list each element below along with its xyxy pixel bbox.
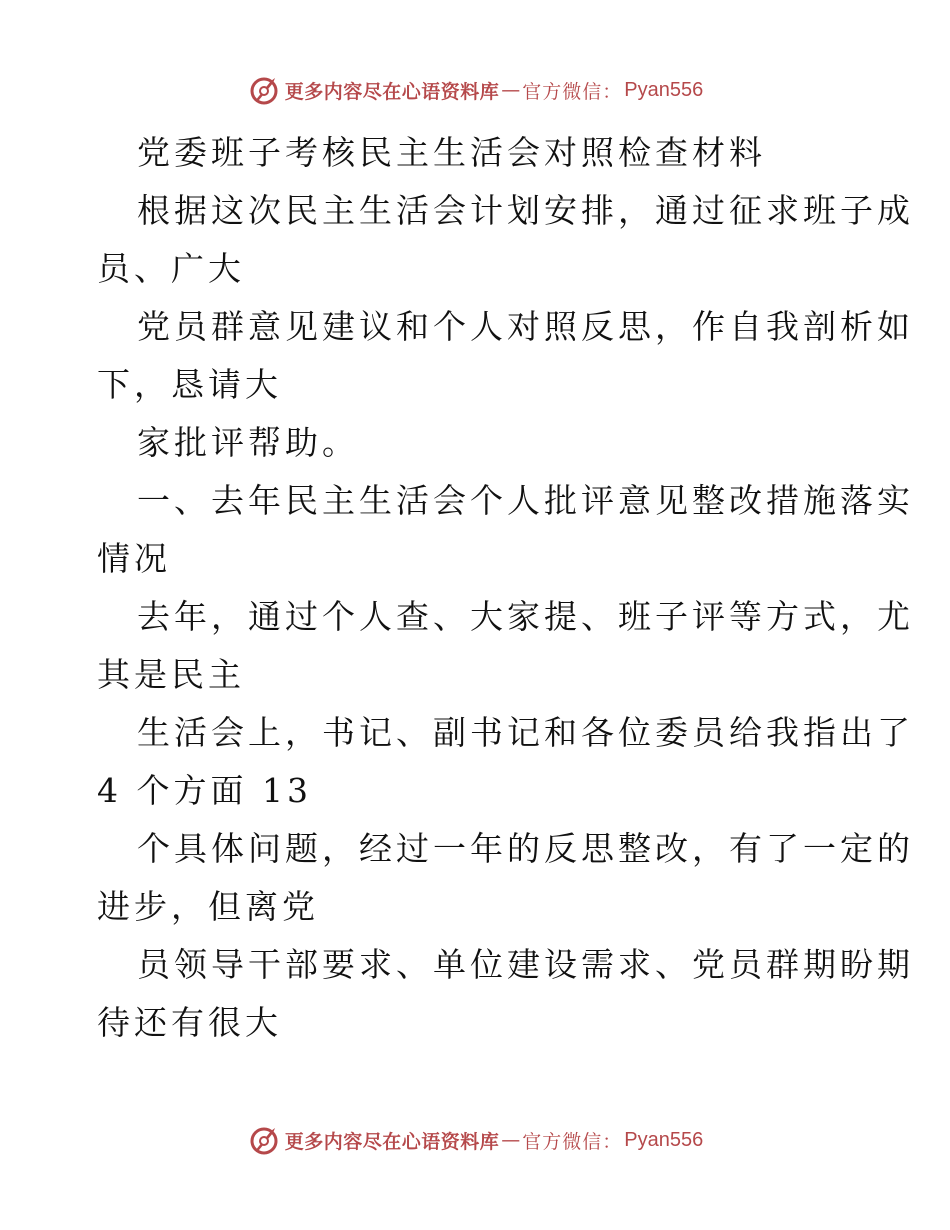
- paragraph-line: 员、广大: [97, 249, 245, 288]
- section-heading-continued: 情况: [97, 539, 171, 578]
- paragraph-line: 家批评帮助。: [137, 423, 359, 462]
- watermark-brand-text: 更多内容尽在心语资料库: [284, 80, 500, 103]
- header-watermark: [0, 70, 950, 110]
- paragraph-line: 生活会上，书记、副书记和各位委员给我指出了: [137, 713, 914, 752]
- paragraph-line: 其是民主: [97, 655, 245, 694]
- paragraph-line: 4 个方面 13: [97, 771, 312, 810]
- watermark-dash: —: [501, 1129, 521, 1151]
- watermark-wechat-label: 官方微信：: [522, 80, 623, 103]
- paragraph-line: 员领导干部要求、单位建设需求、党员群期盼期: [137, 945, 914, 984]
- paragraph-line: 去年，通过个人查、大家提、班子评等方式，尤: [137, 597, 914, 636]
- watermark-wechat-label: 官方微信：: [522, 1130, 623, 1153]
- document-title: 党委班子考核民主生活会对照检查材料: [137, 133, 766, 172]
- quill-logo-icon: [247, 73, 281, 107]
- watermark-account: Pyan556: [624, 1128, 704, 1151]
- paragraph-line: 个具体问题，经过一年的反思整改，有了一定的: [137, 829, 914, 868]
- watermark-dash: —: [501, 79, 521, 101]
- paragraph-line: 党员群意见建议和个人对照反思，作自我剖析如: [137, 307, 914, 346]
- document-body: [97, 124, 914, 1052]
- watermark-account: Pyan556: [624, 78, 704, 101]
- paragraph-line: 下，恳请大: [97, 365, 282, 404]
- watermark-brand-text: 更多内容尽在心语资料库: [284, 1130, 500, 1153]
- quill-logo-icon: [247, 1123, 281, 1157]
- footer-watermark: [0, 1120, 950, 1160]
- section-heading: 一、去年民主生活会个人批评意见整改措施落实: [137, 481, 914, 520]
- paragraph-line: 根据这次民主生活会计划安排，通过征求班子成: [137, 191, 914, 230]
- paragraph-line: 进步，但离党: [97, 887, 319, 926]
- paragraph-line: 待还有很大: [97, 1003, 282, 1042]
